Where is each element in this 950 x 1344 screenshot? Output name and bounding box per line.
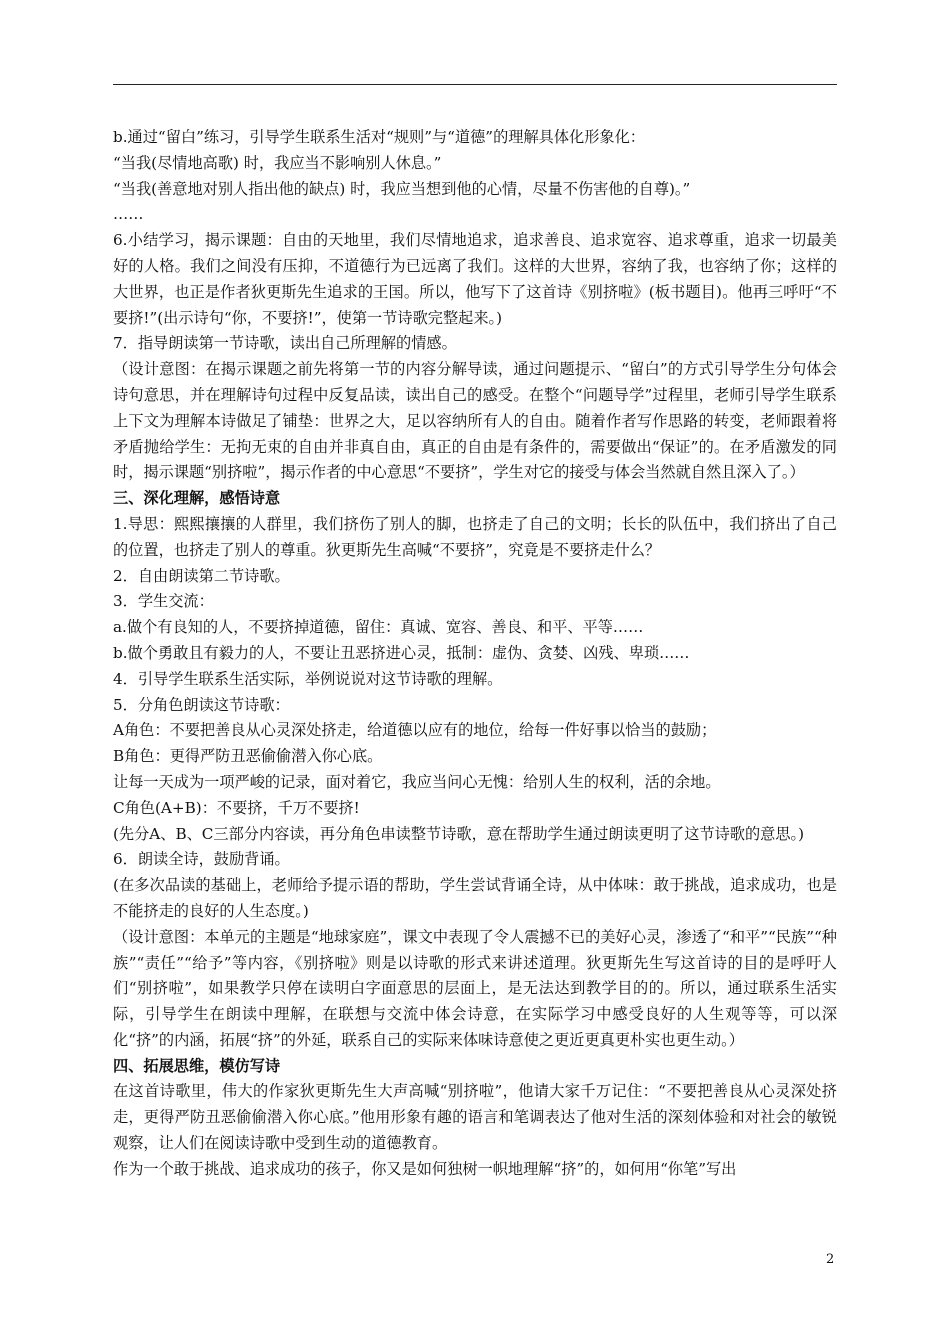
paragraph: 3．学生交流： xyxy=(113,592,214,611)
paragraph: （设计意图：在揭示课题之前先将第一节的内容分解导读，通过问题提示、“留白”的方式引导学生分句体会诗句意思，并在理解诗句过程中反复品读，读出自己的感受。在整个“问题导学”过程里，老师引导学生联系上下文为理解本诗做足了铺垫：世界之大，足以容纳所有人的自由。随着作者写作思路的转变，老师跟着将矛盾抛给学生：无拘无束的自由并非真自由，真正的自由是有条件的，需要做出“保证”的。在矛盾激发的同时，揭示课题“别挤啦”，揭示作者的中心意思“不要挤”，学生对它的接受与体会当然就自然且深入了。） xyxy=(113,360,837,482)
paragraph: 让每一天成为一项严峻的记录，面对着它，我应当问心无愧：给别人生的权利，活的余地。 xyxy=(113,772,721,791)
paragraph: 6.小结学习，揭示课题：自由的天地里，我们尽情地追求，追求善良、追求宽容、追求尊重，追求一切最美好的人格。我们之间没有压抑，不道德行为已远离了我们。这样的大世界，容纳了我，也容纳了你；这样的大世界，也正是作者狄更斯先生追求的王国。所以，他写下了这首诗《别挤啦》(板书题目)。他再三呼吁“不要挤!”(出示诗句“你，不要挤!”，使第一节诗歌完整起来。) xyxy=(113,231,837,327)
paragraph: 在这首诗歌里，伟大的作家狄更斯先生大声高喊“别挤啦”，他请大家千万记住：“不要把善良从心灵深处挤走，更得严防丑恶偷偷潜入你心底。”他用形象有趣的语言和笔调表达了他对生活的深刻体验和对社会的敏锐观察，让人们在阅读诗歌中受到生动的道德教育。 xyxy=(113,1082,837,1153)
paragraph: A角色：不要把善良从心灵深处挤走，给道德以应有的地位，给每一件好事以恰当的鼓励； xyxy=(113,721,717,740)
paragraph: …… xyxy=(113,205,144,224)
paragraph: (在多次品读的基础上，老师给予提示语的帮助，学生尝试背诵全诗，从中体味：敢于挑战，追求成功，也是不能挤走的良好的人生态度。) xyxy=(113,876,837,920)
paragraph: a.做个有良知的人，不要挤掉道德，留住：真诚、宽容、善良、和平、平等…… xyxy=(113,618,644,637)
paragraph: (先分A、B、C三部分内容读，再分角色串读整节诗歌，意在帮助学生通过朗读更明了这节诗歌的意思。) xyxy=(113,824,805,843)
page-number: 2 xyxy=(826,1252,835,1267)
paragraph: “当我(善意地对别人指出他的缺点) 时，我应当想到他的心情，尽量不伤害他的自尊)。” xyxy=(113,179,691,198)
paragraph: b.做个勇敢且有毅力的人，不要让丑恶挤进心灵，抵制：虚伪、贪婪、凶残、卑琐…… xyxy=(113,643,690,662)
paragraph: 4．引导学生联系生活实际，举例说说对这节诗歌的理解。 xyxy=(113,669,503,688)
paragraph: B角色：更得严防丑恶偷偷潜入你心底。 xyxy=(113,747,383,766)
paragraph: 1.导思：熙熙攘攘的人群里，我们挤伤了别人的脚，也挤走了自己的文明；长长的队伍中，我们挤出了自己的位置，也挤走了别人的尊重。狄更斯先生高喊“不要挤”，究竟是不要挤走什么？ xyxy=(113,514,837,559)
paragraph: （设计意图：本单元的主题是“地球家庭”，课文中表现了令人震撼不已的美好心灵，渗透了“和平”“民族”“种族”“责任”“给予”等内容，《别挤啦》则是以诗歌的形式来讲述道理。狄更斯先生写这首诗的目的是呼吁人们“别挤啦”，如果教学只停在读明白字面意思的层面上，是无法达到教学目的的。所以，通过联系生活实际，引导学生在朗读中理解，在联想与交流中体会诗意，在实际学习中感受良好的人生观等等，可以深化“挤”的内涵，拓展“挤”的外延，联系自己的实际来体味诗意使之更近更真更朴实也更生动。） xyxy=(113,927,837,1049)
paragraph: “当我(尽情地高歌) 时，我应当不影响别人休息。” xyxy=(113,153,442,172)
paragraph: 7．指导朗读第一节诗歌，读出自己所理解的情感。 xyxy=(113,334,457,353)
paragraph: C角色(A+B)：不要挤，千万不要挤! xyxy=(113,798,360,817)
section-heading: 三、深化理解，感悟诗意 xyxy=(113,489,281,508)
paragraph: 作为一个敢于挑战、追求成功的孩子，你又是如何独树一帜地理解“挤”的，如何用“你笔”写出 xyxy=(113,1159,737,1178)
paragraph: 2．自由朗读第二节诗歌。 xyxy=(113,566,290,585)
paragraph: b.通过“留白”练习，引导学生联系生活对“规则”与“道德”的理解具体化形象化： xyxy=(113,128,645,146)
header-rule xyxy=(113,84,837,85)
section-heading: 四、拓展思维，模仿写诗 xyxy=(113,1056,281,1075)
paragraph: 6．朗读全诗，鼓励背诵。 xyxy=(113,850,290,869)
paragraph: 5．分角色朗读这节诗歌： xyxy=(113,695,290,714)
document-body xyxy=(113,125,837,1183)
